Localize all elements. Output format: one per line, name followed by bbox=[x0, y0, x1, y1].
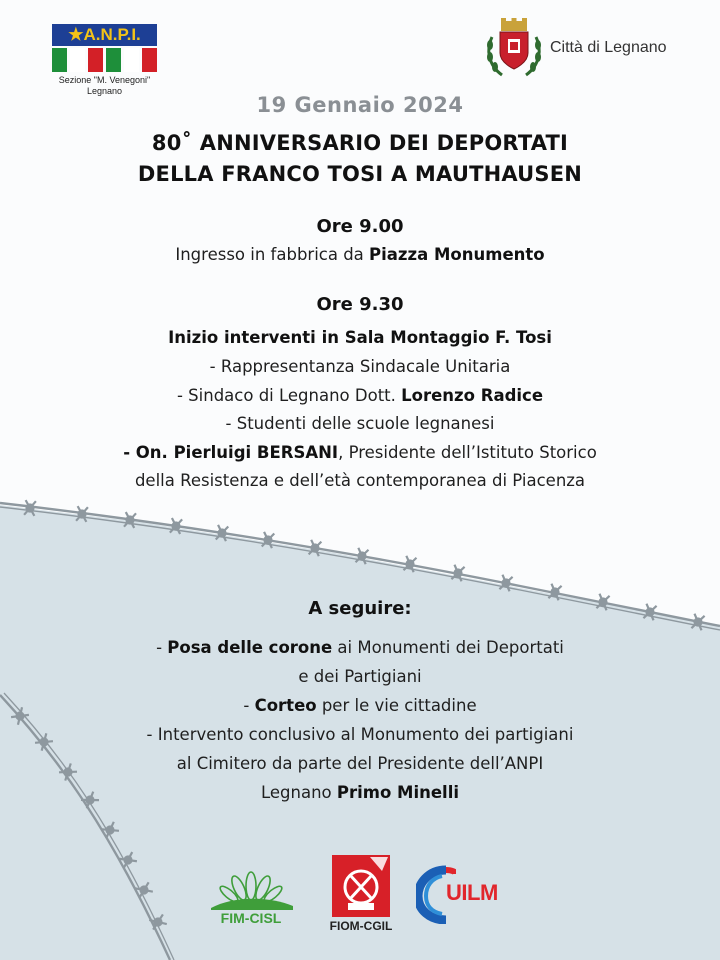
italian-flag-icon bbox=[52, 48, 157, 72]
title-line-2: DELLA FRANCO TOSI A MAUTHAUSEN bbox=[137, 162, 583, 186]
barb-knot bbox=[359, 553, 366, 560]
barb-knot bbox=[265, 537, 272, 544]
legnano-coat-of-arms-icon bbox=[484, 17, 544, 81]
speaker-item-4 bbox=[0, 443, 720, 462]
speaker-item-2 bbox=[0, 386, 720, 405]
anpi-section: Sezione "M. Venegoni" bbox=[58, 75, 151, 85]
anpi-name: ★A.N.P.I. bbox=[68, 25, 141, 44]
fim-cisl-logo bbox=[203, 868, 299, 930]
barb-knot bbox=[27, 505, 34, 512]
after-line-3 bbox=[0, 696, 720, 715]
after-line-4: - Intervento conclusivo al Monumento dei partigiani bbox=[146, 725, 574, 744]
barb-knot bbox=[125, 857, 132, 864]
after-line-6-b: Primo Minelli bbox=[336, 783, 460, 802]
time-1: Ore 9.00 bbox=[316, 216, 404, 237]
after-line-3-a: - bbox=[243, 696, 255, 715]
barb-knot bbox=[695, 619, 702, 626]
city-of-legnano-logo bbox=[484, 17, 684, 87]
barb-knot bbox=[312, 545, 319, 552]
speaker-item-3: - Studenti delle scuole legnanesi bbox=[225, 414, 495, 433]
after-line-1-c: ai Monumenti dei Deportati bbox=[332, 638, 564, 657]
speaker-item-2-a: - Sindaco di Legnano Dott. bbox=[176, 386, 402, 405]
speaker-item-4-b: , Presidente dell’Istituto Storico bbox=[338, 443, 597, 462]
barb-knot bbox=[79, 511, 86, 518]
fiom-cgil-label: FIOM-CGIL bbox=[329, 919, 393, 933]
after-line-6-a: Legnano bbox=[260, 783, 337, 802]
time-2: Ore 9.30 bbox=[316, 294, 404, 315]
barb-knot bbox=[141, 887, 148, 894]
barb-knot bbox=[407, 561, 414, 568]
barb-knot bbox=[107, 827, 114, 834]
fim-cisl-label: FIM-CISL bbox=[220, 910, 282, 926]
speaker-item-2-b: Lorenzo Radice bbox=[401, 386, 544, 405]
after-line-1-b: Posa delle corone bbox=[167, 638, 333, 657]
time-1-text bbox=[0, 245, 720, 264]
speaker-item-4-a: - On. Pierluigi BERSANI bbox=[123, 443, 339, 462]
barb-knot bbox=[127, 517, 134, 524]
speaker-item-4-c: della Resistenza e dell’età contemporanea di Piacenza bbox=[134, 471, 586, 490]
time-2-heading: Inizio interventi in Sala Montaggio F. Tosi bbox=[168, 328, 552, 347]
barb-knot bbox=[173, 523, 180, 530]
after-line-3-b: Corteo bbox=[254, 696, 317, 715]
fiom-emblem-icon bbox=[330, 853, 392, 919]
barb-knot bbox=[552, 589, 559, 596]
anpi-city: Legnano bbox=[86, 86, 123, 96]
uilm-logo bbox=[416, 862, 512, 924]
barb-knot bbox=[455, 570, 462, 577]
barb-knot bbox=[219, 530, 226, 537]
anpi-logo bbox=[52, 24, 160, 100]
barb-knot bbox=[155, 919, 162, 926]
event-date: 19 Gennaio 2024 bbox=[256, 93, 464, 117]
after-line-5: al Cimitero da parte del Presidente dell’ANPI bbox=[176, 754, 544, 773]
city-label: Città di Legnano bbox=[550, 39, 667, 56]
after-line-3-c: per le vie cittadine bbox=[316, 696, 477, 715]
after-heading: A seguire: bbox=[308, 598, 412, 619]
speaker-item-1: - Rappresentanza Sindacale Unitaria bbox=[209, 357, 511, 376]
after-line-1 bbox=[0, 638, 720, 657]
time-1-text-b: Piazza Monumento bbox=[369, 245, 545, 264]
after-line-2: e dei Partigiani bbox=[298, 667, 422, 686]
after-line-6 bbox=[0, 783, 720, 802]
title-line-1: 80˚ ANNIVERSARIO DEI DEPORTATI bbox=[151, 131, 569, 155]
barb-knot bbox=[503, 580, 510, 587]
fiom-cgil-logo bbox=[330, 853, 392, 937]
after-line-1-a: - bbox=[156, 638, 168, 657]
uilm-label: UILM bbox=[446, 880, 498, 905]
time-1-text-a: Ingresso in fabbrica da bbox=[175, 245, 370, 264]
fim-cisl-flower-icon bbox=[203, 868, 299, 910]
